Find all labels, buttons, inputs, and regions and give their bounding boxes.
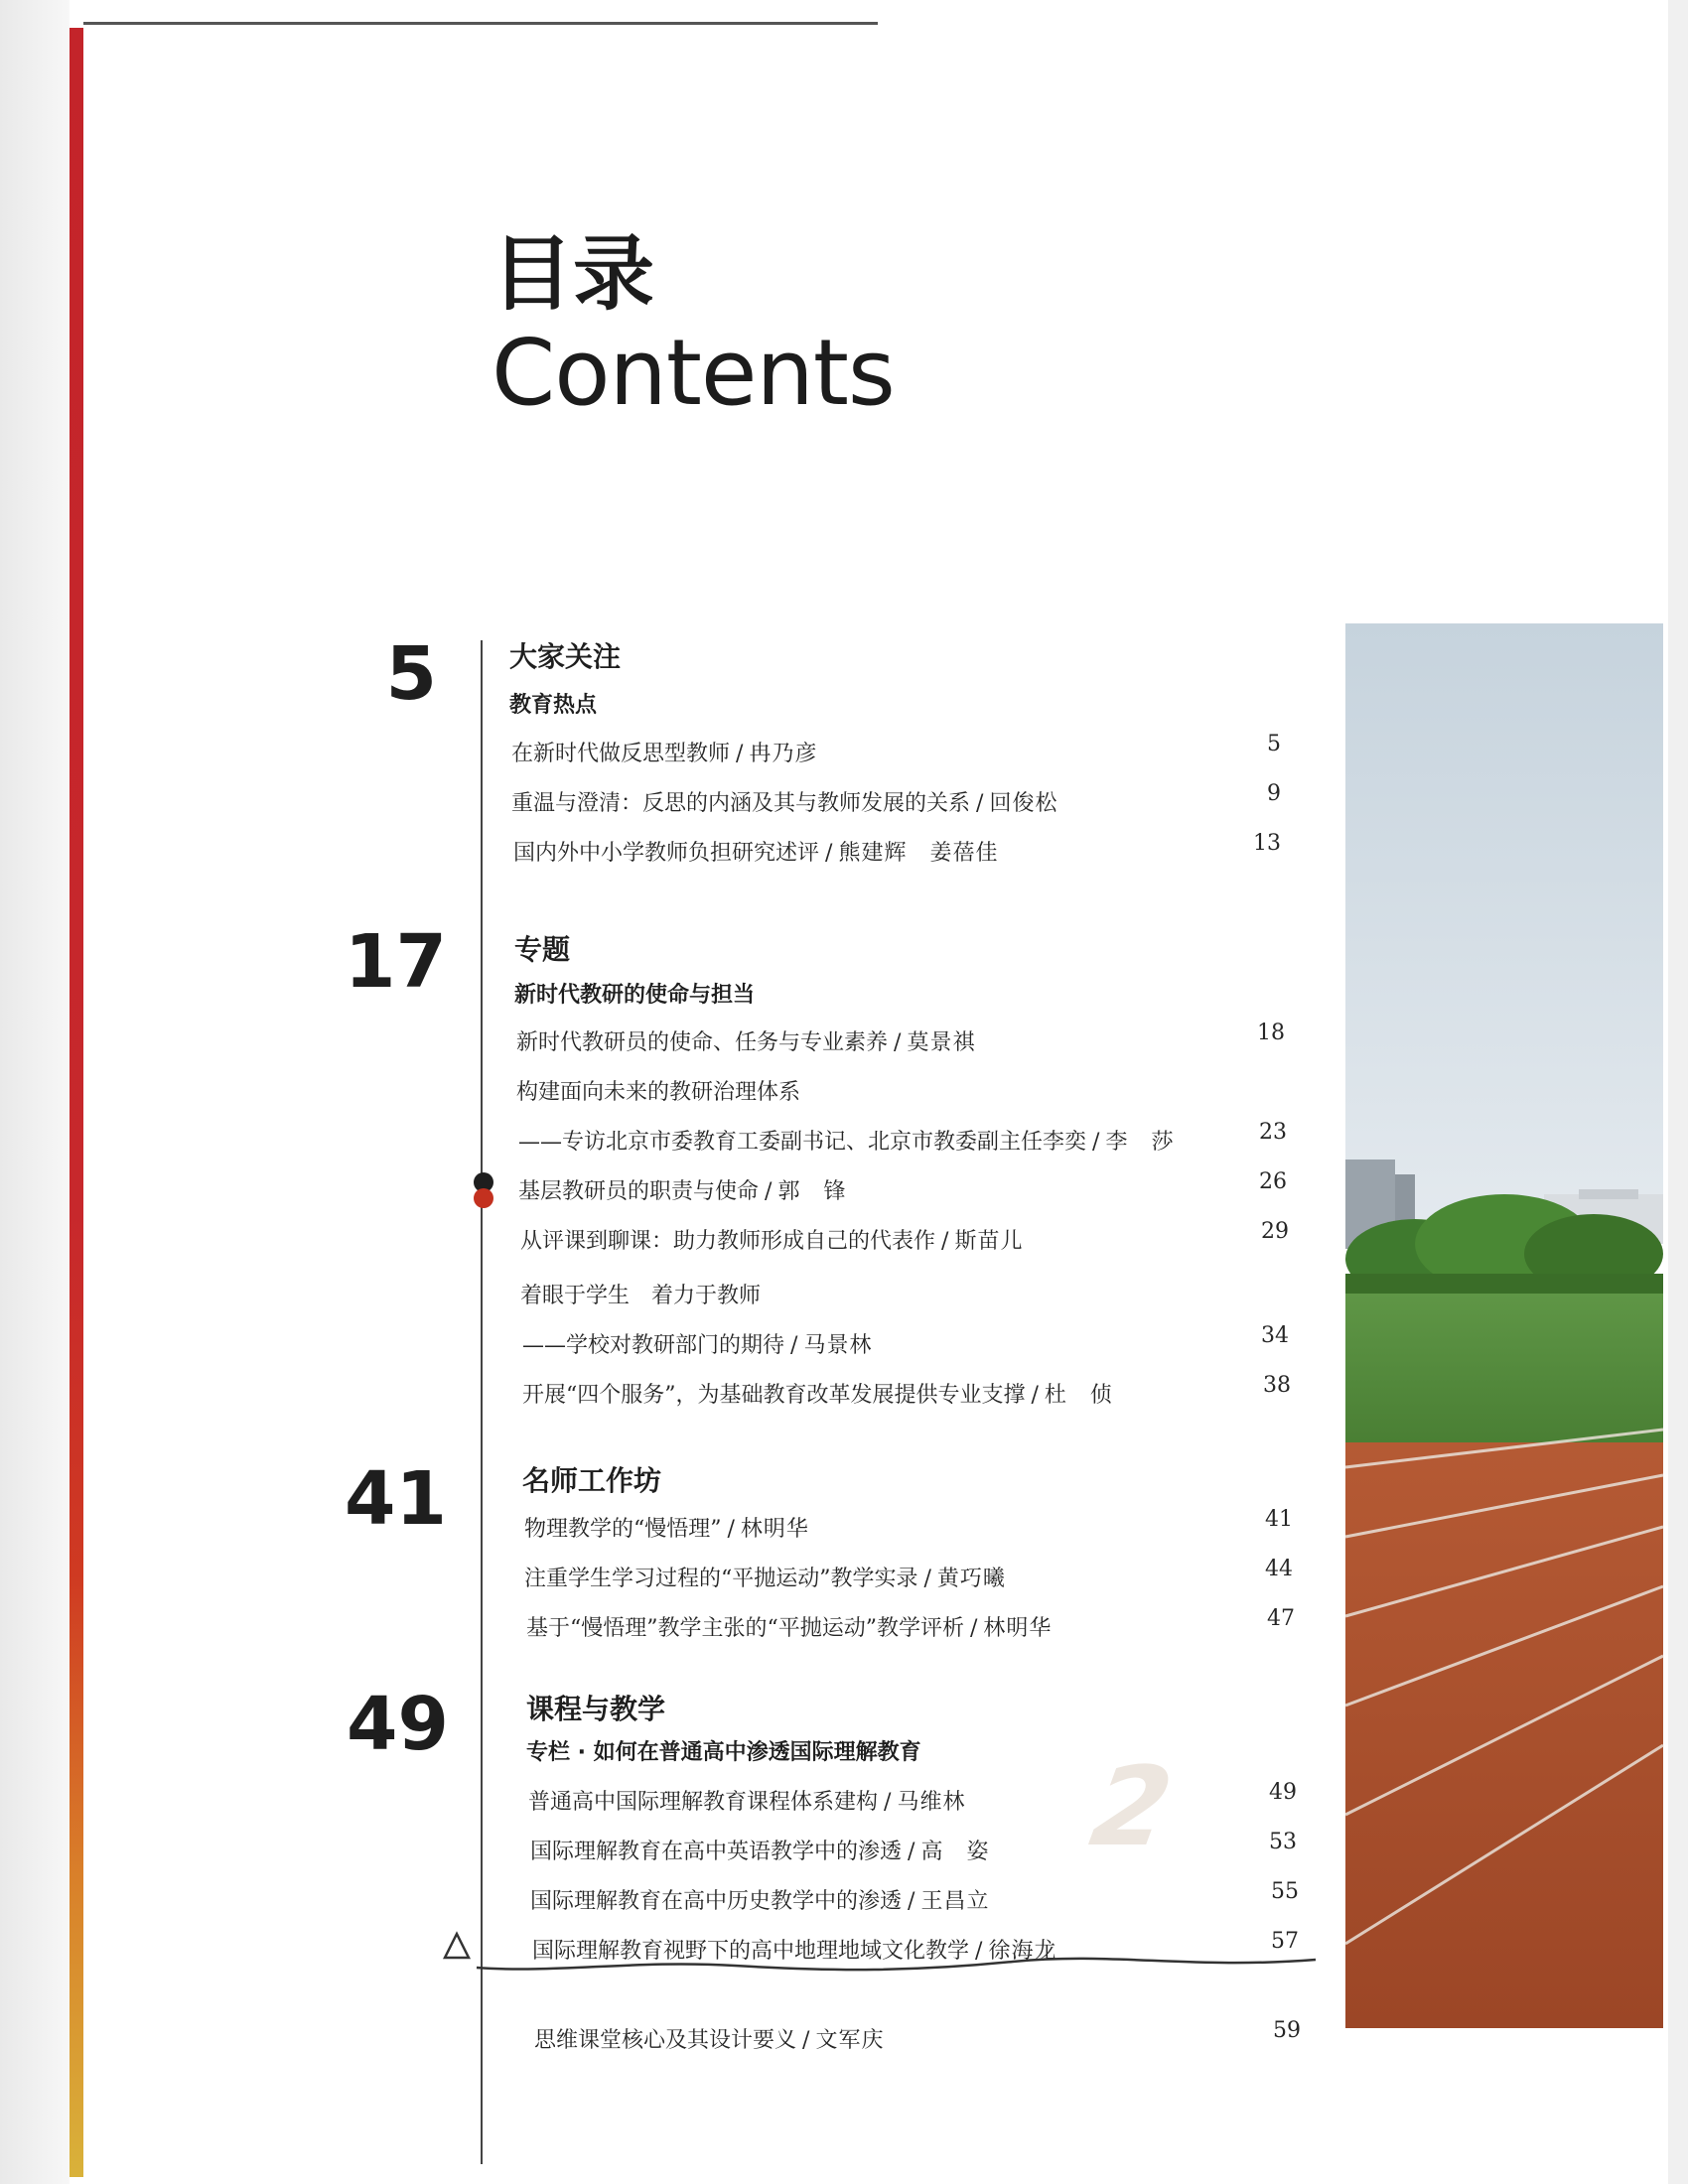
entry-title: 国际理解教育视野下的高中地理地域文化教学 [532, 1939, 970, 1964]
toc-entry[interactable]: 基层教研员的职责与使命 / 郭 锋 [518, 1179, 847, 1204]
entry-page: 38 [1263, 1373, 1291, 1398]
toc-entry[interactable] [520, 1279, 761, 1309]
section-number: 5 [385, 631, 437, 717]
toc-entry[interactable]: 物理教学的“慢悟理” / 林明华 [524, 1517, 809, 1542]
entry-title: 国际理解教育在高中英语教学中的渗透 [530, 1840, 903, 1864]
triangle-mark-icon [445, 1934, 469, 1958]
entry-title: ——学校对教研部门的期待 [522, 1333, 785, 1358]
section-title: 课程与教学 [526, 1693, 666, 1725]
entry-page: 47 [1267, 1606, 1295, 1631]
section-title: 名师工作坊 [522, 1464, 662, 1497]
section-subtitle: 新时代教研的使命与担当 [514, 983, 756, 1008]
entry-title: 构建面向未来的教研治理体系 [516, 1080, 801, 1105]
page-title-english: Contents [492, 320, 895, 426]
entry-page: 13 [1253, 831, 1281, 856]
toc-entry[interactable]: 重温与澄清：反思的内涵及其与教师发展的关系 / 回俊松 [511, 791, 1058, 816]
entry-page: 49 [1269, 1780, 1297, 1805]
entry-title: 重温与澄清：反思的内涵及其与教师发展的关系 [511, 791, 971, 816]
section-number: 41 [345, 1456, 447, 1542]
entry-author: 郭 锋 [777, 1179, 847, 1204]
toc-entry[interactable]: 注重学生学习过程的“平抛运动”教学实录 / 黄巧曦 [524, 1567, 1006, 1591]
entry-author: 高 姿 [920, 1840, 990, 1864]
entry-title: 开展“四个服务”，为基础教育改革发展提供专业支撑 [522, 1383, 1026, 1408]
entry-page: 55 [1271, 1879, 1299, 1904]
entry-title: 从评课到聊课：助力教师形成自己的代表作 [520, 1229, 936, 1254]
page-title: 目录 [492, 227, 655, 322]
entry-page: 29 [1261, 1219, 1289, 1244]
entry-author: 文军庆 [815, 2028, 885, 2053]
entry-page: 5 [1267, 732, 1281, 756]
section-subtitle: 教育热点 [509, 693, 598, 718]
entry-author: 林明华 [740, 1517, 809, 1542]
toc-entry[interactable]: 新时代教研员的使命、任务与专业素养 / 莫景祺 [516, 1030, 976, 1055]
entry-title: 物理教学的“慢悟理” [524, 1517, 722, 1542]
entry-page: 9 [1267, 781, 1281, 806]
entry-author: 马维林 [897, 1790, 966, 1815]
toc-entry[interactable]: 国内外中小学教师负担研究述评 / 熊建辉 姜蓓佳 [513, 841, 999, 866]
entry-page: 53 [1269, 1830, 1297, 1854]
entry-author: 冉乃彦 [749, 742, 818, 766]
entry-page: 34 [1261, 1323, 1289, 1348]
entry-author: 斯苗儿 [954, 1229, 1024, 1254]
scan-right-edge [1668, 0, 1688, 2184]
toc-entry[interactable]: 在新时代做反思型教师 / 冉乃彦 [511, 742, 818, 766]
section-number: 49 [347, 1682, 449, 1767]
toc-entry[interactable]: 国际理解教育视野下的高中地理地域文化教学 / 徐海龙 [532, 1939, 1057, 1964]
red-spine-bar [70, 28, 83, 2177]
section-title: 大家关注 [509, 640, 622, 673]
entry-page: 59 [1273, 2018, 1301, 2043]
entry-author: 马景林 [803, 1333, 873, 1358]
page-top-edge [83, 22, 878, 25]
section-subtitle: 专栏 · 如何在普通高中渗透国际理解教育 [526, 1740, 921, 1765]
entry-page: 23 [1259, 1120, 1287, 1145]
timeline-dot-red [474, 1188, 493, 1208]
entry-title: 在新时代做反思型教师 [511, 742, 731, 766]
toc-entry[interactable]: ——专访北京市委教育工委副书记、北京市教委副主任李奕 / 李 莎 [518, 1130, 1175, 1155]
entry-page: 18 [1257, 1021, 1285, 1045]
toc-entry[interactable]: 基于“慢悟理”教学主张的“平抛运动”教学评析 / 林明华 [526, 1616, 1053, 1641]
toc-entry[interactable]: 普通高中国际理解教育课程体系建构 / 马维林 [528, 1790, 966, 1815]
underline-stroke [477, 1959, 1316, 1970]
section-number: 17 [345, 919, 447, 1005]
entry-page: 26 [1259, 1169, 1287, 1194]
toc-entry[interactable] [516, 1075, 800, 1106]
toc-entry[interactable]: 从评课到聊课：助力教师形成自己的代表作 / 斯苗儿 [520, 1229, 1024, 1254]
entry-title: 基层教研员的职责与使命 [518, 1179, 760, 1204]
entry-author: 熊建辉 姜蓓佳 [838, 841, 999, 866]
entry-title: ——专访北京市委教育工委副书记、北京市教委副主任李奕 [518, 1130, 1087, 1155]
entry-page: 41 [1265, 1507, 1293, 1532]
entry-title: 国内外中小学教师负担研究述评 [513, 841, 820, 866]
toc-entry[interactable]: 开展“四个服务”，为基础教育改革发展提供专业支撑 / 杜 侦 [522, 1383, 1113, 1408]
entry-author: 王昌立 [920, 1889, 990, 1914]
entry-page: 44 [1265, 1557, 1293, 1581]
entry-author: 林明华 [983, 1616, 1053, 1641]
entry-title: 思维课堂核心及其设计要义 [534, 2028, 797, 2053]
toc-entry[interactable]: 国际理解教育在高中历史教学中的渗透 / 王昌立 [530, 1889, 990, 1914]
entry-title: 注重学生学习过程的“平抛运动”教学实录 [524, 1567, 918, 1591]
entry-title: 新时代教研员的使命、任务与专业素养 [516, 1030, 889, 1055]
section-title: 专题 [514, 933, 571, 966]
entry-title: 国际理解教育在高中历史教学中的渗透 [530, 1889, 903, 1914]
entry-author: 回俊松 [989, 791, 1058, 816]
svg-text:2: 2 [1069, 1743, 1193, 1871]
toc-entry[interactable]: 思维课堂核心及其设计要义 / 文军庆 [534, 2028, 885, 2053]
scan-shadow [0, 0, 70, 2184]
entry-title: 基于“慢悟理”教学主张的“平抛运动”教学评析 [526, 1616, 964, 1641]
entry-author: 杜 侦 [1044, 1383, 1113, 1408]
entry-page: 57 [1271, 1929, 1299, 1954]
toc-entry[interactable]: 国际理解教育在高中英语教学中的渗透 / 高 姿 [530, 1840, 990, 1864]
entry-title: 着眼于学生 着力于教师 [520, 1284, 762, 1308]
entry-author: 李 莎 [1105, 1130, 1175, 1155]
entry-title: 普通高中国际理解教育课程体系建构 [528, 1790, 879, 1815]
handwritten-mark [437, 1916, 1331, 1976]
entry-author: 黄巧曦 [936, 1567, 1006, 1591]
entry-author: 徐海龙 [988, 1939, 1057, 1964]
entry-author: 莫景祺 [907, 1030, 976, 1055]
toc-entry[interactable]: ——学校对教研部门的期待 / 马景林 [522, 1333, 873, 1358]
